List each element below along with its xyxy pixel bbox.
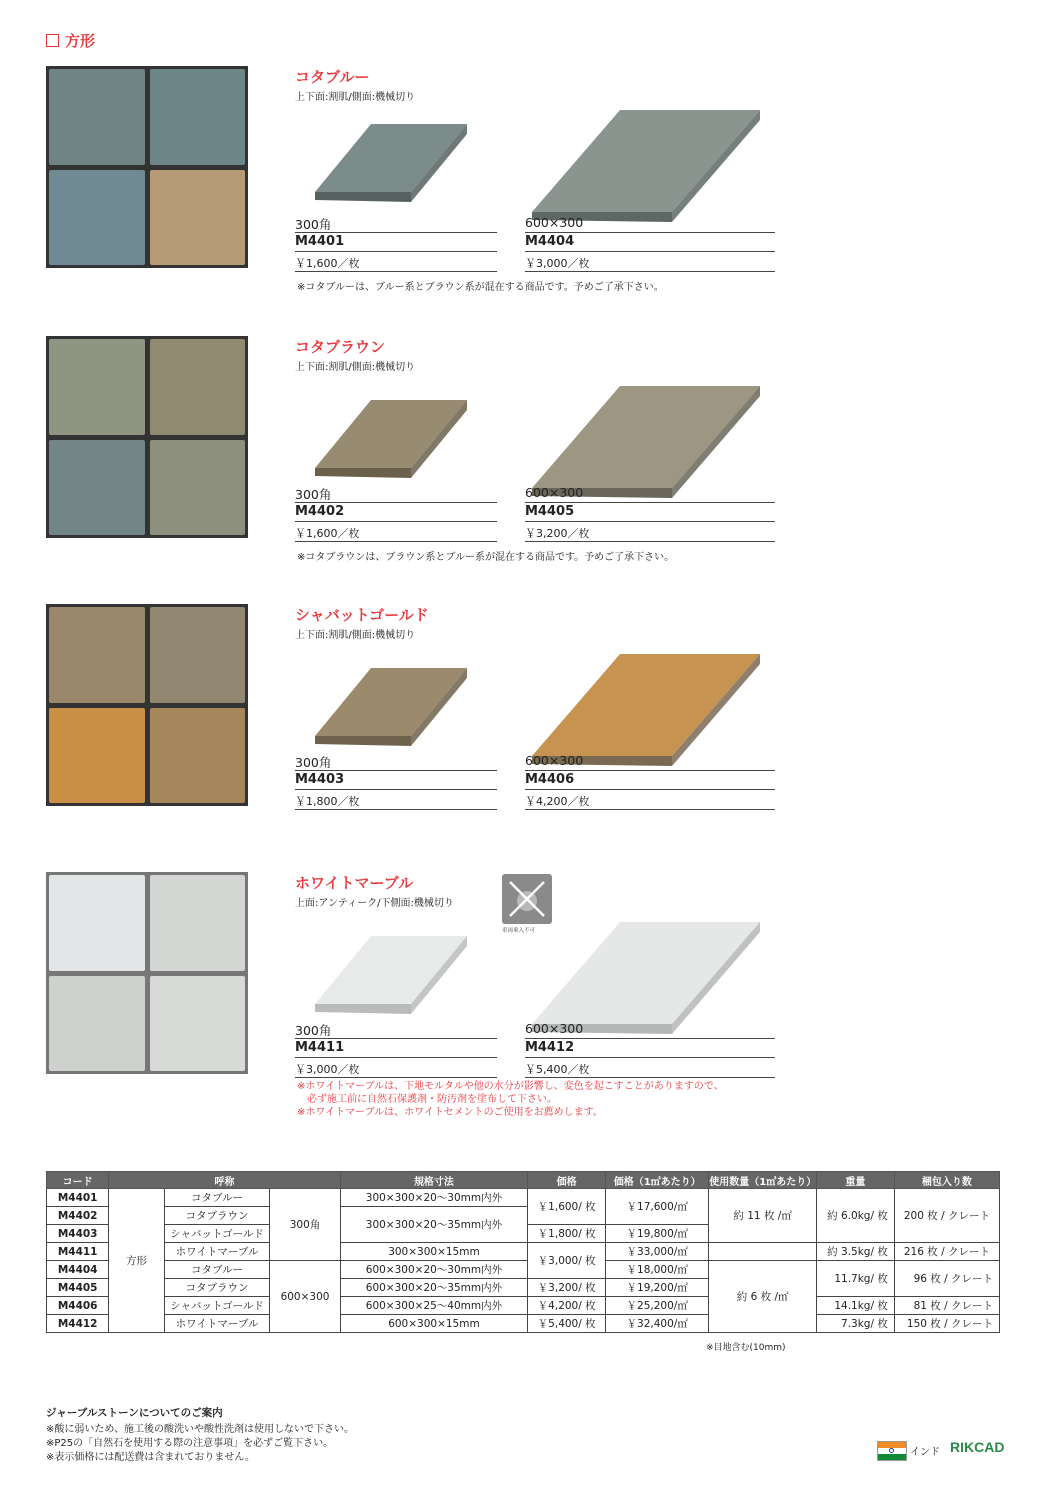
header-dim: 規格寸法 [340, 1172, 528, 1189]
cell-price-m2: ￥25,200/㎡ [606, 1297, 709, 1315]
swatch-tile [49, 69, 145, 165]
table-note: ※目地含む(10mm) [706, 1343, 786, 1353]
spec-code: M4401 [295, 233, 497, 252]
product-finish: 上下面:割肌/側面:機械切り [295, 630, 416, 641]
slab-600-shape-top [532, 386, 760, 488]
cell-weight: 14.1kg/ 枚 [816, 1297, 894, 1315]
slab-300-shape [315, 124, 467, 202]
no-vehicle-label: 車両乗入不可 [502, 928, 536, 934]
slab-600-shape-top [532, 110, 760, 212]
slab-300-shape [315, 400, 467, 478]
product-block [0, 66, 1046, 316]
slab-600-shape-top [532, 654, 760, 756]
cell-name: コタブラウン [164, 1207, 270, 1225]
slab-300 [315, 936, 467, 1018]
swatch-tile [49, 170, 145, 266]
cell-dim: 600×300×20～35mm内外 [340, 1279, 528, 1297]
table-row [47, 1243, 1000, 1261]
product-warning-note: ※ホワイトマーブルは、下地モルタルや他の水分が影響し、変色を起こすことがありますので、 [297, 1081, 724, 1092]
spec-code: M4403 [295, 771, 497, 790]
spec-price: ￥4,200／枚 [525, 790, 775, 810]
spec-size: 600×300 [525, 485, 775, 503]
spec-code: M4412 [525, 1039, 775, 1058]
cell-name: シャバットゴールド [164, 1225, 270, 1243]
slab-300-shape [315, 668, 467, 746]
section-title-text: 方形 [65, 32, 96, 50]
spec-price: ￥1,800／枚 [295, 790, 497, 810]
slab-300 [315, 668, 467, 750]
table-header-row [47, 1172, 1000, 1189]
cell-price-m2: ￥19,200/㎡ [606, 1279, 709, 1297]
product-note: ※コタブラウンは、ブラウン系とブルー系が混在する商品です。予めご了承下さい。 [297, 552, 675, 563]
spec-price: ￥3,000／枚 [525, 252, 775, 272]
cell-pack: 200 枚 / クレート [894, 1189, 999, 1243]
slab-300 [315, 400, 467, 482]
product-warning-note: 必ず施工前に自然石保護剤・防汚剤を塗布して下さい。 [297, 1094, 557, 1105]
square-icon [46, 34, 59, 47]
cell-qty: 約 6 枚 /㎡ [709, 1261, 817, 1333]
footer-title: ジャーブルストーンについてのご案内 [46, 1407, 223, 1419]
swatch-tile [150, 69, 246, 165]
cell-dim: 600×300×15mm [340, 1315, 528, 1333]
cell-pack: 96 枚 / クレート [894, 1261, 999, 1297]
slab-600 [532, 110, 760, 226]
cell-price-m2: ￥33,000/㎡ [606, 1243, 709, 1261]
cell-code: M4401 [47, 1189, 109, 1207]
slab-300-shape-front [315, 192, 411, 202]
product-finish: 上下面:割肌/側面:機械切り [295, 362, 416, 373]
slab-300-shape-front [315, 468, 411, 478]
cell-dim: 600×300×25～40mm内外 [340, 1297, 528, 1315]
product-swatch [46, 872, 248, 1074]
slab-600-shape [532, 654, 760, 766]
spec-price: ￥3,200／枚 [525, 522, 775, 542]
spec-size: 300角 [295, 215, 497, 233]
cell-price: ￥1,800/ 枚 [528, 1225, 606, 1243]
product-finish: 上下面:割肌/側面:機械切り [295, 92, 416, 103]
cell-weight: 7.3kg/ 枚 [816, 1315, 894, 1333]
spec-size: 300角 [295, 1021, 497, 1039]
spec-size: 300角 [295, 753, 497, 771]
product-spec [295, 1021, 497, 1078]
swatch-tile [49, 976, 145, 1072]
cell-code: M4404 [47, 1261, 109, 1279]
spec-size: 300角 [295, 485, 497, 503]
spec-price: ￥1,600／枚 [295, 252, 497, 272]
cell-price-m2: ￥17,600/㎡ [606, 1189, 709, 1225]
cell-name: コタブルー [164, 1261, 270, 1279]
spec-table [46, 1171, 1000, 1333]
spec-price: ￥5,400／枚 [525, 1058, 775, 1078]
cell-qty: 約 11 枚 /㎡ [709, 1189, 817, 1243]
swatch-tile [49, 708, 145, 804]
slab-600-shape [532, 386, 760, 498]
india-flag-icon [877, 1441, 907, 1461]
cell-size-600: 600×300 [270, 1261, 340, 1333]
spec-size: 600×300 [525, 1021, 775, 1039]
slab-600-shape [532, 110, 760, 222]
header-qty: 使用数量（1㎡あたり） [709, 1172, 817, 1189]
cell-qty-empty [709, 1243, 817, 1261]
cell-category: 方形 [109, 1189, 164, 1333]
cell-weight: 11.7kg/ 枚 [816, 1261, 894, 1297]
table-row [47, 1189, 1000, 1207]
cell-code: M4405 [47, 1279, 109, 1297]
brand-logo: RIKCAD [950, 1439, 1005, 1455]
product-warning-note: ※ホワイトマーブルは、ホワイトセメントのご使用をお薦めします。 [297, 1107, 603, 1118]
header-name: 呼称 [109, 1172, 340, 1189]
spec-code: M4411 [295, 1039, 497, 1058]
cell-name: コタブルー [164, 1189, 270, 1207]
cell-pack: 150 枚 / クレート [894, 1315, 999, 1333]
product-finish: 上面:アンティーク/下側面:機械切り [295, 898, 454, 909]
cell-dim: 300×300×20～35mm内外 [340, 1207, 528, 1243]
swatch-tile [150, 976, 246, 1072]
product-spec [295, 215, 497, 272]
spec-code: M4404 [525, 233, 775, 252]
cell-weight: 約 6.0kg/ 枚 [816, 1189, 894, 1243]
slab-600-shape [532, 922, 760, 1034]
slab-600-shape-top [532, 922, 760, 1024]
swatch-tile [150, 170, 246, 266]
product-spec [525, 753, 775, 810]
spec-price: ￥3,000／枚 [295, 1058, 497, 1078]
cell-name: ホワイトマーブル [164, 1315, 270, 1333]
product-block [0, 872, 1046, 1122]
cell-price: ￥5,400/ 枚 [528, 1315, 606, 1333]
slab-300-shape [315, 936, 467, 1014]
slab-300 [315, 124, 467, 206]
spec-code: M4405 [525, 503, 775, 522]
swatch-tile [150, 440, 246, 536]
cell-price: ￥3,000/ 枚 [528, 1243, 606, 1279]
origin-label: インド [910, 1447, 940, 1458]
section-title [46, 30, 95, 51]
product-name: コタブルー [295, 68, 370, 86]
swatch-tile [49, 875, 145, 971]
cell-pack: 216 枚 / クレート [894, 1243, 999, 1261]
product-spec [295, 485, 497, 542]
product-spec [525, 1021, 775, 1078]
no-vehicle-icon [502, 874, 552, 924]
product-spec [525, 215, 775, 272]
product-block [0, 604, 1046, 854]
footer-line: ※表示価格には配送費は含まれておりません。 [46, 1452, 255, 1463]
product-block [0, 336, 1046, 586]
swatch-tile [150, 708, 246, 804]
product-swatch [46, 604, 248, 806]
product-spec [525, 485, 775, 542]
header-code: コード [47, 1172, 109, 1189]
table-row [47, 1261, 1000, 1279]
header-price-m2: 価格（1㎡あたり） [606, 1172, 709, 1189]
spec-price: ￥1,600／枚 [295, 522, 497, 542]
cell-price-m2: ￥19,800/㎡ [606, 1225, 709, 1243]
header-pack: 梱包入り数 [894, 1172, 999, 1189]
product-swatch [46, 336, 248, 538]
cell-code: M4411 [47, 1243, 109, 1261]
cell-code: M4402 [47, 1207, 109, 1225]
header-weight: 重量 [816, 1172, 894, 1189]
cell-code: M4412 [47, 1315, 109, 1333]
product-note: ※コタブルーは、ブルー系とブラウン系が混在する商品です。予めご了承下さい。 [297, 282, 664, 293]
cell-price: ￥3,200/ 枚 [528, 1279, 606, 1297]
header-price: 価格 [528, 1172, 606, 1189]
cell-price-m2: ￥32,400/㎡ [606, 1315, 709, 1333]
swatch-tile [150, 875, 246, 971]
cell-dim: 300×300×15mm [340, 1243, 528, 1261]
cell-dim: 600×300×20～30mm内外 [340, 1261, 528, 1279]
slab-300-shape-front [315, 1004, 411, 1014]
swatch-tile [150, 607, 246, 703]
product-name: ホワイトマーブル [295, 874, 414, 892]
table-row [47, 1297, 1000, 1315]
spec-size: 600×300 [525, 215, 775, 233]
spec-size: 600×300 [525, 753, 775, 771]
swatch-tile [49, 607, 145, 703]
cell-code: M4406 [47, 1297, 109, 1315]
cell-pack: 81 枚 / クレート [894, 1297, 999, 1315]
footer-line: ※酸に弱いため、施工後の酸洗いや酸性洗剤は使用しないで下さい。 [46, 1424, 354, 1435]
cell-name: シャバットゴールド [164, 1297, 270, 1315]
swatch-tile [49, 440, 145, 536]
product-name: シャバットゴールド [295, 606, 429, 624]
cell-price-m2: ￥18,000/㎡ [606, 1261, 709, 1279]
cell-name: コタブラウン [164, 1279, 270, 1297]
cell-size-300: 300角 [270, 1189, 340, 1261]
table-row [47, 1315, 1000, 1333]
cell-code: M4403 [47, 1225, 109, 1243]
cell-name: ホワイトマーブル [164, 1243, 270, 1261]
product-spec [295, 753, 497, 810]
spec-code: M4406 [525, 771, 775, 790]
spec-code: M4402 [295, 503, 497, 522]
product-swatch [46, 66, 248, 268]
swatch-tile [49, 339, 145, 435]
swatch-tile [150, 339, 246, 435]
cell-weight: 約 3.5kg/ 枚 [816, 1243, 894, 1261]
slab-300-shape-front [315, 736, 411, 746]
cell-price: ￥4,200/ 枚 [528, 1297, 606, 1315]
footer-line: ※P25の「自然石を使用する際の注意事項」を必ずご覧下さい。 [46, 1438, 334, 1449]
product-name: コタブラウン [295, 338, 386, 356]
cell-price: ￥1,600/ 枚 [528, 1189, 606, 1225]
cell-dim: 300×300×20～30mm内外 [340, 1189, 528, 1207]
